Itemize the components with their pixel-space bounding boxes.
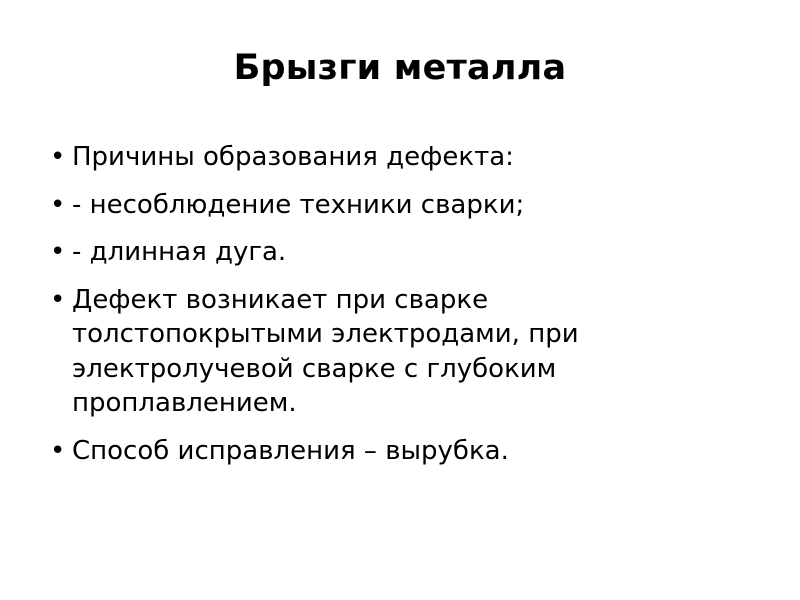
bullet-list	[46, 140, 746, 482]
bullet-icon: •	[50, 284, 66, 315]
list-item	[46, 434, 746, 469]
list-item-text: - несоблюдение техники сварки;	[72, 189, 525, 220]
list-item	[46, 188, 746, 223]
bullet-icon: •	[50, 189, 66, 220]
list-item-text: - длинная дуга.	[72, 237, 287, 268]
bullet-icon: •	[50, 237, 66, 268]
bullet-icon: •	[50, 436, 66, 467]
list-item	[46, 235, 746, 270]
page-title: Брызги металла	[233, 48, 567, 88]
list-item-text: Дефект возникает при сварке толстопокрытыми электродами, при электролучевой сварке с глубоким проплавлением.	[72, 284, 579, 419]
list-item	[46, 140, 746, 175]
bullet-icon: •	[50, 142, 66, 172]
list-item	[46, 283, 746, 421]
list-item-text: Причины образования дефекта:	[72, 142, 514, 172]
list-item-text: Способ исправления – вырубка.	[72, 436, 509, 467]
